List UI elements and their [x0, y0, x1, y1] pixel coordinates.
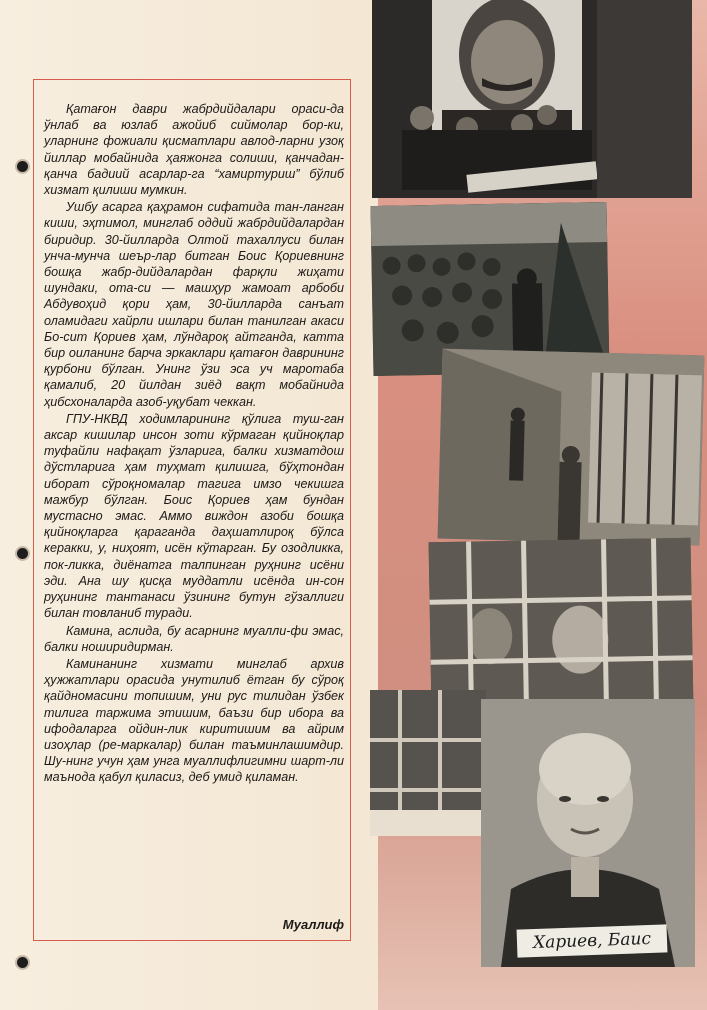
paragraph: ГПУ-НКВД ходимларининг қўлига туш-ган аксар кишилар инсон зоти кўрмаган қийноқлар туфайли нафақат ўзларига, балки хизматдош дўстларига ҳам туҳмат қилишга, бўҳтондан иборат сўроқномалар тагига имзо чекишга мажбур бўлган. Боис Қориев ҳам бундан мустасно эмас. Аммо виждон азоби бошқа қийноқларга қараганда даҳшатлироқ бўлса керакки, у, ниҳоят, исён кўтарган. Бу озодликка, пок-ликка, диёнатга талпинган руҳнинг исёни эди. Ана шу қисқа муддатли исёнда ин-сон руҳининг тантанаси ўзининг бутун гўзаллиги билан товланиб туради. — [44, 411, 344, 621]
bars-illustration — [429, 538, 694, 713]
corridor-illustration — [438, 349, 705, 546]
paragraph: Камина, аслида, бу асарнинг муалли-фи эмас, балки ноширидирман. — [44, 623, 344, 654]
binder-hole-icon — [17, 548, 28, 559]
signature: Муаллиф — [282, 917, 344, 932]
photo-mugshot — [481, 699, 695, 967]
photo-prison-corridor — [438, 349, 705, 546]
portrait-banner-illustration — [372, 0, 692, 198]
paragraph: Каминанинг хизмати минглаб архив ҳужжатлари орасида унутилиб ётган бу сўроқ қайдномасини топишим, уни рус тилидан ўзбек тилига таржима этишим, баъзи бир ибора ва ифодаларга ойдин-лик киритишим ва айрим изоҳлар (ре-маркалар) билан таъминлашимдир. Шу-нинг учун ҳам унга муаллифлигимни шарт-ли маънода қабул қиласиз, деб умид қиламан. — [44, 656, 344, 785]
photo-prison-bars — [429, 538, 694, 713]
cell-door-illustration — [370, 690, 486, 836]
binder-hole-icon — [17, 957, 28, 968]
binder-hole-icon — [17, 161, 28, 172]
paragraph: Қатағон даври жабрдийдалари ораси-да ўнлаб ва юзлаб ажойиб сиймолар бор-ки, уларнинг фожиали қисматлари авлод-ларни узоқ йиллар мобайнида ҳаяжонга солиши, қанчадан-қанча бадиий асарлар-га “хамиртуриш” бўлиб хизмат қилиши мумкин. — [44, 102, 344, 198]
mugshot-caption: Хариев, Баис — [517, 924, 668, 957]
photo-cell-door — [370, 690, 486, 836]
article-body — [44, 101, 344, 787]
photo-portrait-banner — [372, 0, 692, 198]
paragraph: Ушбу асарга қаҳрамон сифатида тан-ланган киши, эҳтимол, минглаб оддий жабрдийдалардан биридир. 30-йилларда Олтой тахаллуси билан унча-мунча шеър-лар битган Боис Қориевнинг бошқа жабр-дийдалардан фарқли жиҳати шундаки, ота-си — машҳур жамоат арбоби Абдувоҳид қори ҳам, 30-йилларда санъат оламидаги хайрли ишлари билан танилган акаси Бо-сит Қориев ҳам, лўндароқ айтганда, катта бир оиланинг барча эркаклари қатағон даврининг қурбони бўлган. Унинг ўзи эса уч маротаба қамалиб, 20 йилдан зиёд вақт мобайнида ҳибсхоналарда азоб-уқубат чеккан. — [44, 200, 344, 409]
